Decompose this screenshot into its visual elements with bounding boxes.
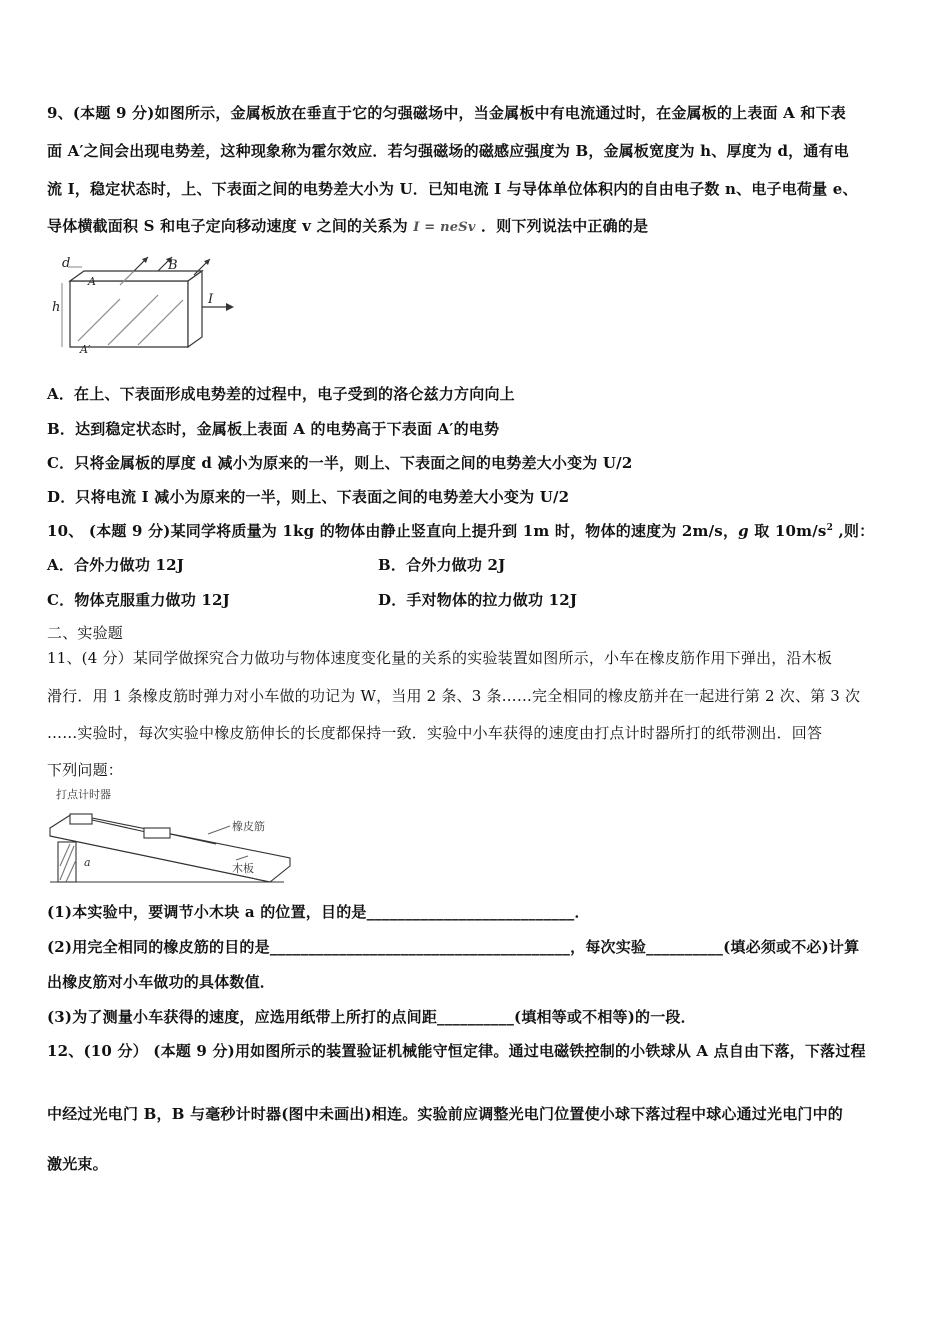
label-B: B — [168, 258, 178, 273]
label-h: h — [52, 300, 61, 315]
q11-stem-line1: 11、(4 分）某同学做探究合力做功与物体速度变化量的关系的实验装置如图所示，小车在橡皮筋作用下弹出，沿木板 — [47, 649, 833, 667]
section-heading: 二、实验题 — [47, 624, 124, 642]
cart — [144, 828, 170, 838]
q9-stem-line4 — [47, 215, 648, 236]
label-I: I — [208, 292, 214, 307]
q9-option-b: B．达到稳定状态时，金属板上表面 A 的电势高于下表面 A′的电势 — [47, 420, 500, 438]
label-rubber-band: 橡皮筋 — [232, 820, 265, 833]
label-A-prime: A′ — [80, 343, 91, 355]
q11-stem-line2: 滑行．用 1 条橡皮筋时弹力对小车做的功记为 W，当用 2 条、3 条……完全相同的橡皮筋并在一起进行第 2 次、第 3 次 — [47, 687, 861, 705]
q10-option-c: C．物体克服重力做功 12J — [47, 591, 230, 609]
q10-option-a: A．合外力做功 12J — [47, 556, 185, 574]
label-a: a — [84, 856, 91, 869]
q12-stem-line3: 激光束。 — [47, 1155, 108, 1173]
plate-side-face — [188, 271, 202, 347]
label-d: d — [62, 256, 71, 271]
label-timer: 打点计时器 — [56, 788, 111, 801]
q11-sub2: (2)用完全相同的橡皮筋的目的是_______________________________________，每次实验__________(填必须或不必)计算 — [47, 938, 860, 956]
q9-stem-line4-pre: 导体横截面积 S 和电子定向移动速度 v 之间的关系为 — [47, 217, 408, 235]
q10-stem-post: ,则： — [833, 522, 875, 540]
q10-stem — [47, 520, 874, 541]
q10-g: g — [738, 522, 749, 540]
q10-sup: 2 — [826, 523, 834, 533]
q9-option-a: A．在上、下表面形成电势差的过程中，电子受到的洛仑兹力方向向上 — [47, 385, 515, 403]
q11-sub3: (3)为了测量小车获得的速度，应选用纸带上所打的点间距__________(填相等或不相等)的一段． — [47, 1008, 696, 1026]
experiment-figure — [48, 786, 293, 886]
hall-effect-figure — [48, 255, 238, 355]
band-pointer — [208, 826, 230, 834]
q9-formula: I = neSv — [413, 220, 476, 235]
q9-stem-line2: 面 A′之间会出现电势差，这种现象称为霍尔效应．若匀强磁场的磁感应强度为 B，金属板宽度为 h、厚度为 d，通有电 — [47, 142, 849, 160]
q9-option-d: D．只将电流 I 减小为原来的一半，则上、下表面之间的电势差大小变为 U/2 — [47, 488, 570, 506]
q9-stem-line4-post: ．则下列说法中正确的是 — [481, 217, 649, 235]
q10-options-row1 — [47, 554, 184, 575]
q11-sub1: (1)本实验中，要调节小木块 a 的位置，目的是___________________________． — [47, 903, 590, 921]
timer-device — [70, 814, 92, 824]
q10-stem-pre: 10、 (本题 9 分)某同学将质量为 1kg 的物体由静止竖直向上提升到 1m 时，物体的速度为 2m/s， — [47, 522, 739, 540]
q11-sub2-cont: 出橡皮筋对小车做功的具体数值． — [47, 973, 276, 991]
q12-stem-line1: 12、(10 分） (本题 9 分)用如图所示的装置验证机械能守恒定律。通过电磁铁控制的小铁球从 A 点自由下落，下落过程 — [47, 1042, 866, 1060]
label-board: 木板 — [232, 862, 254, 875]
current-arrowhead — [226, 303, 234, 311]
q10-option-d: D．手对物体的拉力做功 12J — [378, 591, 578, 609]
plate-front-face — [70, 281, 188, 347]
q11-stem-line4: 下列问题： — [47, 761, 124, 779]
q10-option-b: B．合外力做功 2J — [378, 556, 506, 574]
q9-stem-line3: 流 I，稳定状态时，上、下表面之间的电势差大小为 U．已知电流 I 与导体单位体积内的自由电子数 n、电子电荷量 e、 — [47, 180, 858, 198]
q11-stem-line3: ……实验时，每次实验中橡皮筋伸长的长度都保持一致．实验中小车获得的速度由打点计时器所打的纸带测出．回答 — [47, 724, 823, 742]
label-A: A — [88, 275, 96, 288]
q10-stem-mid: 取 10m/s — [748, 522, 827, 540]
q12-stem-line2: 中经过光电门 B，B 与毫秒计时器(图中未画出)相连。实验前应调整光电门位置使小球下落过程中球心通过光电门中的 — [47, 1105, 844, 1123]
q9-option-c: C．只将金属板的厚度 d 减小为原来的一半，则上、下表面之间的电势差大小变为 U/2 — [47, 454, 633, 472]
q9-stem-line1: 9、(本题 9 分)如图所示，金属板放在垂直于它的匀强磁场中，当金属板中有电流通过时，在金属板的上表面 A 和下表 — [47, 104, 847, 122]
